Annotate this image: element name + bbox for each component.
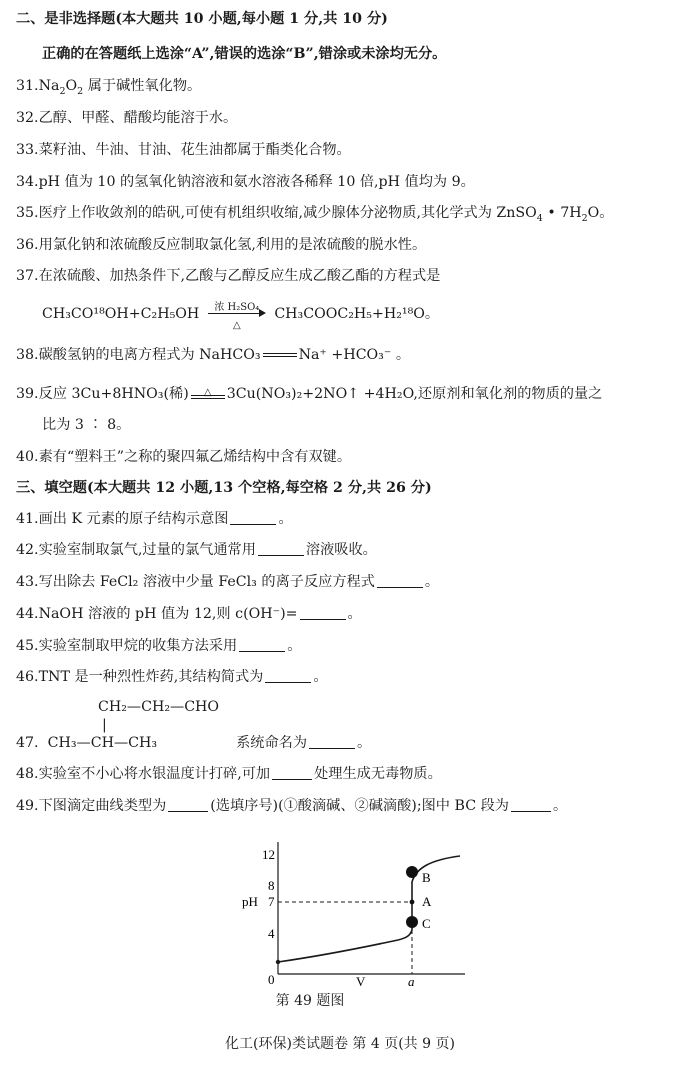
answer-blank[interactable] — [377, 575, 423, 588]
tick-label-8: 8 — [268, 878, 275, 893]
page-footer: 化工(环保)类试题卷 第 4 页(共 9 页) — [225, 1036, 455, 1052]
section3-heading: 三、填空题(本大题共 12 小题,13 个空格,每空格 2 分,共 26 分) — [16, 480, 432, 496]
question-31: $31.Na_2O_2$ 属于碱性氧化物。 — [16, 78, 202, 97]
section2-instruction: 正确的在答题纸上选涂“A”,错误的选涂“B”,错涂或未涂均无分。 — [42, 46, 447, 62]
point-c — [406, 916, 418, 928]
x-axis-label: V — [356, 974, 366, 988]
titration-curve — [278, 856, 460, 962]
answer-blank[interactable] — [239, 639, 285, 652]
question-47-bond: | — [102, 717, 107, 733]
question-49: 49.下图滴定曲线类型为 (选填序号)(①酸滴碱、②碱滴酸);图中 BC 段为 。 — [16, 798, 568, 814]
question-44: 44.NaOH 溶液的 pH 值为 12,则 c(OH⁻)= 。 — [16, 606, 362, 622]
question-39-line2: 比为 3 ∶ 8。 — [42, 417, 131, 433]
tick-label-7: 7 — [268, 894, 275, 909]
tick-label-4: 4 — [268, 926, 275, 941]
point-label-a: A — [422, 894, 432, 909]
answer-blank[interactable] — [230, 512, 276, 525]
question-41: 41.画出 K 元素的原子结构示意图 。 — [16, 511, 293, 527]
x-tick-a: a — [408, 974, 415, 988]
question-45: 45.实验室制取甲烷的收集方法采用 。 — [16, 638, 302, 654]
y-axis-label: pH — [242, 894, 258, 909]
question-32: 32.乙醇、甲醛、醋酸均能溶于水。 — [16, 110, 238, 126]
question-39: 39.反应 3Cu+8HNO₃(稀) △ 3Cu(NO₃)₂+2NO↑ +4H₂O,还原剂和氧化剂的物质的量之 — [16, 386, 603, 402]
question-42: 42.实验室制取氯气,过量的氯气通常用 溶液吸收。 — [16, 542, 377, 558]
section2-heading: 二、是非选择题(本大题共 10 小题,每小题 1 分,共 10 分) — [16, 11, 388, 27]
tick-label-12: 12 — [262, 847, 275, 862]
question-47-branch: CH₂—CH₂—CHO — [98, 699, 220, 715]
question-46: 46.TNT 是一种烈性炸药,其结构简式为 。 — [16, 669, 328, 685]
question-35: 35.医疗上作收敛剂的皓矾,可使有机组织收缩,减少腺体分泌物质,其化学式为 ZnSO$_4$ • $7H_2O$。 — [16, 205, 614, 224]
point-label-b: B — [422, 870, 431, 885]
figure-caption: 第 49 题图 — [275, 993, 345, 1009]
point-b — [406, 866, 418, 878]
question-43: 43.写出除去 FeCl₂ 溶液中少量 FeCl₃ 的离子反应方程式 。 — [16, 574, 440, 590]
answer-blank[interactable] — [300, 607, 346, 620]
question-36: 36.用氯化钠和浓硫酸反应制取氯化氢,利用的是浓硫酸的脱水性。 — [16, 237, 427, 253]
question-34: 34.pH 值为 10 的氢氧化钠溶液和氨水溶液各稀释 10 倍,pH 值均为 9。 — [16, 174, 475, 190]
question-40: 40.素有“塑料王”之称的聚四氟乙烯结构中含有双键。 — [16, 449, 352, 465]
answer-blank[interactable] — [511, 799, 551, 812]
reaction-arrow-icon: 浓 H₂SO₄ △ — [206, 304, 268, 324]
question-38: 38.碳酸氢钠的电离方程式为 NaHCO₃ Na⁺ +HCO₃⁻ 。 — [16, 347, 411, 363]
answer-blank[interactable] — [258, 543, 304, 556]
double-line-icon — [263, 353, 297, 357]
question-47: 47. CH₃—CH—CH₃ 系统命名为 。 — [16, 735, 372, 751]
point-a — [410, 900, 415, 905]
answer-blank[interactable] — [265, 670, 311, 683]
question-37-equation: CH₃CO¹⁸OH+C₂H₅OH 浓 H₂SO₄ △ CH₃COOC₂H₅+H₂¹⁸O。 — [42, 302, 440, 331]
answer-blank[interactable] — [309, 736, 355, 749]
heated-equals-icon: △ — [191, 387, 225, 401]
question-37: 37.在浓硫酸、加热条件下,乙酸与乙醇反应生成乙酸乙酯的方程式是 — [16, 268, 441, 284]
titration-curve-chart — [240, 838, 470, 988]
answer-blank[interactable] — [168, 799, 208, 812]
question-48: 48.实验室不小心将水银温度计打碎,可加 处理生成无毒物质。 — [16, 766, 442, 782]
point-label-c: C — [422, 916, 431, 931]
question-33: 33.菜籽油、牛油、甘油、花生油都属于酯类化合物。 — [16, 142, 351, 158]
origin-label: 0 — [268, 972, 275, 987]
answer-blank[interactable] — [272, 767, 312, 780]
point-origin — [276, 960, 280, 964]
